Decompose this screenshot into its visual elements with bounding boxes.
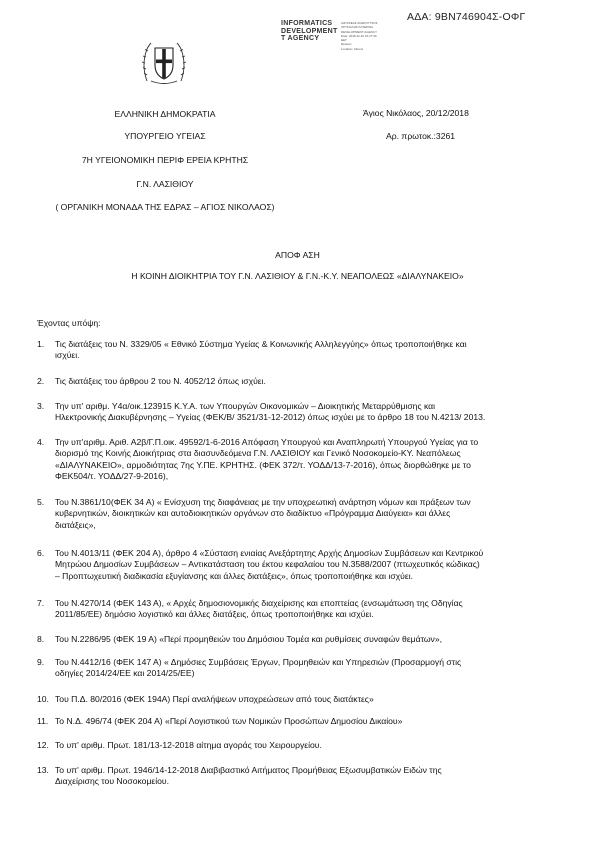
list-item-line: «ΔΙΑΛΥΝΑΚΕΙΟ», αρμοδιότητας 7ης Υ.ΠΕ. ΚΡΗΤΗΣ. (ΦΕΚ 372/τ. ΥΟΔΔ/13-7-2016), όπως διορθώθηκε με το (55, 459, 471, 470)
list-item-line: Του Ν.4013/11 (ΦΕΚ 204 Α), άρθρο 4 «Σύσταση ενιαίας Ανεξάρτητης Αρχής Δημοσίων Συμβάσεων και Κεντρικού (55, 548, 484, 558)
list-item-line: Το Ν.Δ. 496/74 (ΦΕΚ 204 Α) «Περί Λογιστικού των Νομικών Προσώπων Δημοσίου Δικαίου» (55, 716, 403, 726)
list-item-line: Το υπ' αριθμ. Πρωτ. 181/13-12-2018 αίτημα αγοράς του Χειρουργείου. (55, 740, 322, 750)
list-item-number: 8. (37, 634, 45, 644)
list-item-line: Τις διατάξεις του άρθρου 2 του Ν. 4052/12 όπως ισχύει. (55, 376, 266, 386)
list-item-line: Την υπ'αριθμ. Αριθ. Α2β/Γ.Π.οικ. 49592/1-6-2016 Απόφαση Υπουργού και Αναπληρωτή Υπουργού Υγείας για το (55, 437, 479, 447)
agency-signature-stamp (281, 20, 401, 50)
list-item-line: διατάξεις», (55, 519, 96, 530)
fine-print-line: Date: 2018.12.20 15:27:39 (341, 33, 377, 38)
list-item-line: Το υπ' αριθμ. Πρωτ. 1946/14-12-2018 Διαβιβαστικό Αιτήματος Προμήθειας Εξωσυμβατικών Ειδών της (55, 765, 442, 775)
list-item-line: κυβερνητικών, διοικητικών και αυτοδιοικητικών οργάνων στο διαδίκτυο «Πρόγραμμα Διαύγεια» και άλλες (55, 508, 451, 519)
list-item-line: ισχύει. (55, 350, 80, 361)
protocol-number: Αρ. πρωτοκ.:3261 (386, 131, 456, 141)
list-item-text (55, 548, 547, 582)
list-item-number: 13. (37, 765, 49, 775)
list-item-line: ΦΕΚ504/τ. ΥΟΔΔ/27-9-2016), (55, 470, 169, 481)
list-item-line: 2011/85/ΕΕ) δημόσιο λογιστικό και άλλες διατάξεις, όπως τροποποιήθηκε και ισχύει. (55, 609, 374, 620)
list-item-line: Διαχείρισης του Νοσοκομείου. (55, 776, 170, 787)
list-item-line: Του Ν.4412/16 (ΦΕΚ 147 Α) « Δημόσιες Συμβάσεις Έργων, Προμηθειών και Υπηρεσιών (Προσαρμογή στις (55, 657, 462, 667)
decision-subtitle: Η ΚΟΙΝΗ ΔΙΟΙΚΗΤΡΙΑ ΤΟΥ Γ.Ν. ΛΑΣΙΘΙΟΥ & Γ.Ν.-Κ.Υ. ΝΕΑΠΟΛΕΩΣ «ΔΙΑΛΥΝΑΚΕΙΟ» (131, 271, 464, 281)
agency-line-2: DEVELOPMENT (281, 27, 338, 35)
republic-name: ΕΛΛΗΝΙΚΗ ΔΗΜΟΚΡΑΤΙΑ (114, 109, 216, 119)
list-item-number: 5. (37, 497, 45, 507)
organic-unit: ( ΟΡΓΑΝΙΚΗ ΜΟΝΑΔΑ ΤΗΣ ΕΔΡΑΣ – ΑΓΙΟΣ ΝΙΚΟΛΑΟΣ) (55, 202, 275, 212)
hospital-name: Γ.Ν. ΛΑΣΙΘΙΟΥ (136, 179, 194, 189)
list-item-line: οδηγίες 2014/24/ΕΕ και 2014/25/ΕΕ) (55, 668, 195, 679)
list-item-line: διορισμό της Κοινής Διοικήτριας στα διασυνδεόμενα Γ.Ν. ΛΑΣΙΘΙΟΥ και Γενικό Νοσοκομείο-ΚΥ. Νεαπόλεως (55, 448, 461, 459)
decision-title: ΑΠΟΦ ΑΣΗ (275, 250, 320, 260)
list-item-number: 12. (37, 740, 49, 750)
list-item-number: 2. (37, 376, 45, 386)
list-item-line: Την υπ' αριθμ. Υ4α/οικ.123915 Κ.Υ.Α. των Υπουργών Οικονομικών – Διοικητικής Μεταρρύθμισης και (55, 401, 436, 411)
list-item-number: 3. (37, 401, 45, 411)
fine-print-line: DEVELOPMENT AGENCY (341, 29, 377, 34)
ada-code: ΑΔΑ: 9ΒΝ746904Σ-ΟΦΓ (407, 11, 526, 23)
considerations-intro: Έχοντας υπόψη: (37, 318, 101, 328)
agency-line-3: T AGENCY (281, 35, 320, 43)
list-item-line: Του Π.Δ. 80/2016 (ΦΕΚ 194Α) Περί αναλήψεων υποχρεώσεων από τους διατάκτες» (55, 694, 374, 704)
list-item-number: 6. (37, 548, 45, 558)
list-item-text (55, 657, 547, 680)
agency-line-1: INFORMATICS (281, 20, 333, 27)
agency-name (281, 20, 338, 43)
list-item-text (55, 765, 547, 788)
list-item-text (55, 716, 547, 727)
list-item-number: 9. (37, 657, 45, 667)
list-item-number: 1. (37, 339, 45, 349)
fine-print-line: Location: Athens (341, 46, 364, 51)
fine-print-line: EET (341, 38, 347, 43)
list-item-number: 10. (37, 694, 49, 704)
list-item-text (55, 634, 547, 645)
fine-print-line: ΟΔΥΣΣΕΑΣ ΑΝΔΡΟΥΤΣΟΣ (341, 21, 378, 25)
greek-coat-of-arms-icon (139, 37, 189, 87)
list-item-text (55, 497, 547, 531)
list-item-number: 4. (37, 437, 45, 447)
list-item-text (55, 376, 547, 387)
list-item-text (55, 694, 547, 705)
ministry-name: ΥΠΟΥΡΓΕΙΟ ΥΓΕΙΑΣ (124, 131, 206, 141)
list-item-line: Του Ν.2286/95 (ΦΕΚ 19 Α) «Περί προμηθειών του Δημόσιου Τομέα και ρυθμίσεις συναφών θεμάτων», (55, 634, 443, 644)
list-item-line: Μητρώου Δημοσίων Συμβάσεων – Αντικατάσταση του έκτου κεφαλαίου του Ν.3588/2007 (πτωχευτικός κώδικας) (55, 559, 480, 570)
list-item-text (55, 437, 547, 482)
list-item-number: 11. (37, 716, 49, 726)
health-region-name: 7Η ΥΓΕΙΟΝΟΜΙΚΗ ΠΕΡΙΦ ΕΡΕΙΑ ΚΡΗΤΗΣ (81, 155, 249, 165)
list-item-line: Του Ν.3861/10(ΦΕΚ 34 Α) « Ενίσχυση της διαφάνειας με την υποχρεωτική ανάρτηση νόμων και πράξεων των (55, 497, 471, 507)
signature-fine-print (341, 21, 401, 51)
list-item-text (55, 598, 547, 621)
list-item-line: – Προπτωχευτική διαδικασία εξυγίανσης και άλλες διατάξεις», όπως τροποποιήθηκε και ισχύει. (55, 570, 413, 581)
list-item-text (55, 740, 547, 751)
list-item-line: Ηλεκτρονικής Διακυβέρνησης – Υγείας (ΦΕΚ/Β/ 3521/31-12-2012) όπως ισχύει με το άρθρο 18 του Ν.4213/ 2013. (55, 412, 486, 423)
list-item-line: Τις διατάξεις του Ν. 3329/05 « Εθνικό Σύστημα Υγείας & Κοινωνικής Αλληλεγγύης» όπως τροποποιήθηκε και (55, 339, 467, 349)
place-and-date: Άγιος Νικόλαος, 20/12/2018 (363, 108, 469, 118)
list-item-text (55, 339, 547, 362)
list-item-text (55, 401, 547, 424)
fine-print-line: ΧΡΥΣΙΑΛΗΣ ΚΑΤΕΡΙΝΑ (341, 25, 374, 30)
fine-print-line: Reason: (341, 42, 353, 47)
list-item-line: Του Ν.4270/14 (ΦΕΚ 143 Α), « Αρχές δημοσιονομικής διαχείρισης και εποπτείας (ενσωμάτωση της Οδηγίας (55, 598, 463, 608)
list-item-number: 7. (37, 598, 45, 608)
